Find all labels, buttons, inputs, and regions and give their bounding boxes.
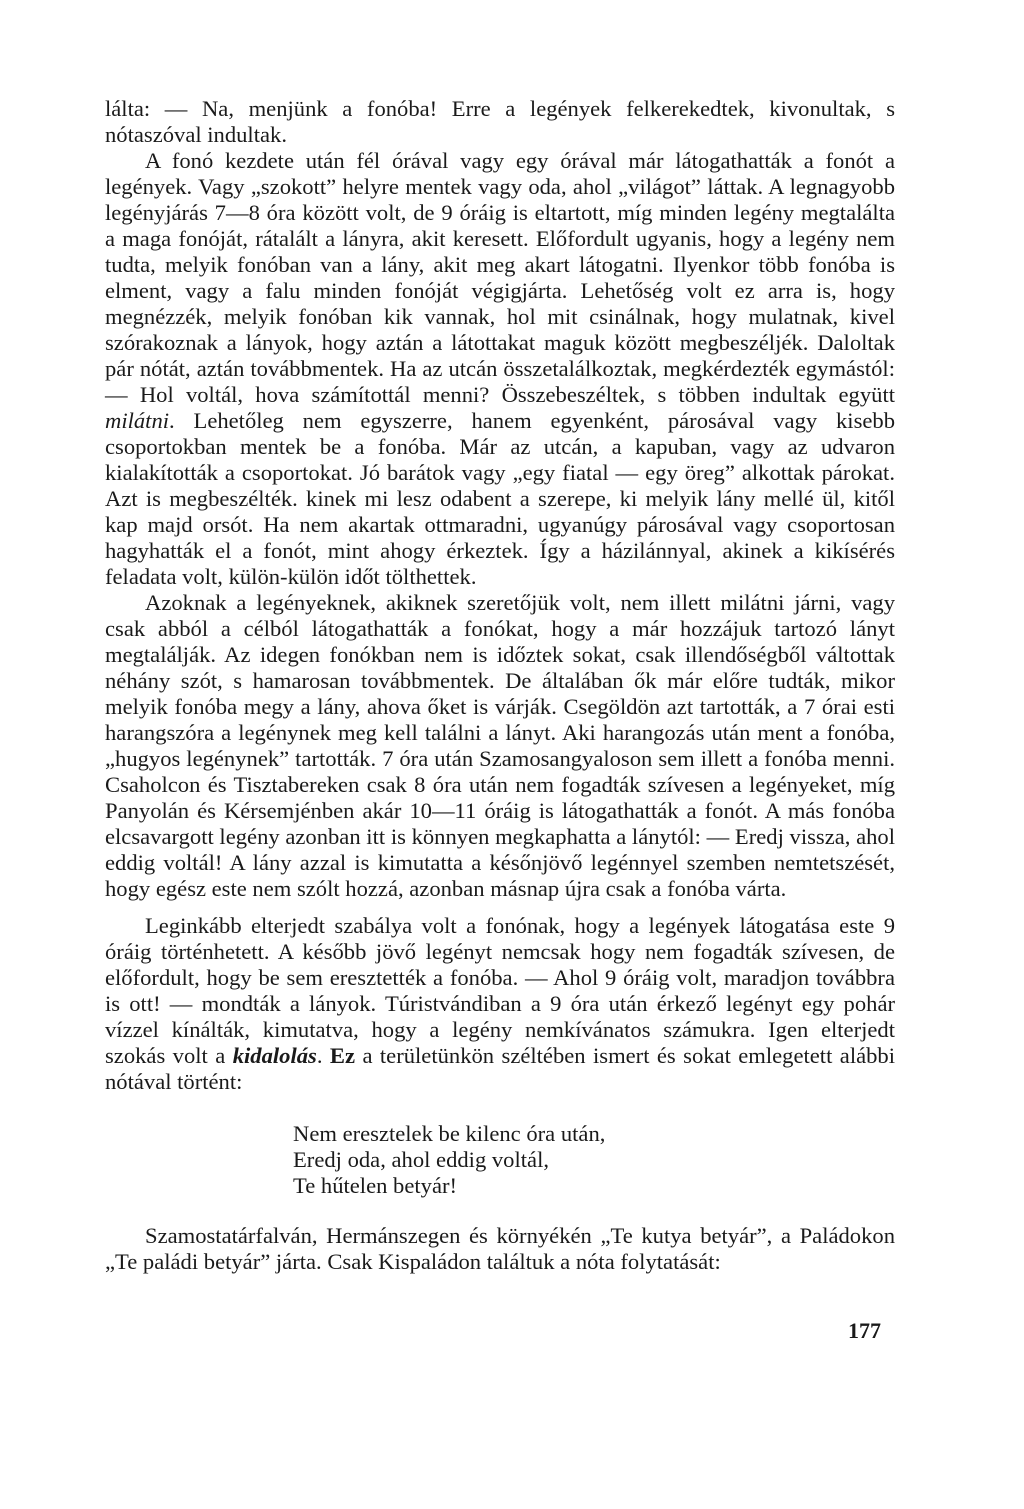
emphasized-term: milátni — [105, 408, 170, 433]
paragraph-text: Azoknak a legényeknek, akiknek szeretőjük volt, nem illett milátni járni, vagy csak abból a célból látogathatták a fonókat, hogy a már hozzájuk tartozó lányt megtalálják. Az idegen fonókban nem is időztek sokat, csak illendőségből váltottak néhány szót, s hamarosan továbbmentek. De általában ők már előre tudták, mikor melyik fonóba megy a lány, ahova őket is várják. Csegöldön azt tartották, a 7 órai esti harangszóra a legénynek meg kell találni a lányt. Aki harangozás után ment a fonóba, „hugyos legénynek” tartották. 7 óra után Szamosangyaloson sem illett a fonóba menni. Csaholcon és Tisztabereken csak 8 óra után nem fogadták szívesen a legényeket, míg Panyolán és Kérsemjénben akár 10—11 óráig is látogathatták a fonót. A más fonóba elcsavargott legény azonban itt is könnyen megkaphatta a lánytól: — Eredj vissza, ahol eddig voltál! A lány azzal is kimutatta a későnjövő legénnyel szemben nemtetszését, hogy egész este nem szólt hozzá, azonban másnap újra csak a fonóba várta. — [105, 590, 895, 901]
verse-line: Nem eresztelek be kilenc óra után, — [293, 1121, 606, 1146]
verse-line: Eredj oda, ahol eddig voltál, — [293, 1147, 549, 1172]
paragraph-text: Leginkább elterjedt szabálya volt a fonónak, hogy a legények látogatása este 9 óráig történhetett. A később jövő legényt nemcsak hogy nem fogadták szívesen, de előfordult, hogy be sem eresztették a fonóba. — Ahol 9 óráig volt, maradjon továbbra is ott! — mondták a lányok. Túristvándiban a 9 óra után érkező legényt egy pohár vízzel kínálták, kimutatva, hogy a legény nemkívánatos számukra. Igen elterjedt szokás volt a — [105, 913, 895, 1068]
song-verse — [293, 1121, 895, 1199]
book-page — [105, 96, 895, 1275]
paragraph-text: Szamostatárfalván, Hermánszegen és környékén „Te kutya betyár”, a Paládokon „Te paládi betyár” járta. Csak Kispaládon találtuk a nóta folytatását: — [105, 1223, 895, 1274]
paragraph-text: A fonó kezdete után fél órával vagy egy órával már látogathatták a fonót a legények. Vagy „szokott” helyre mentek vagy oda, ahol „világot” láttak. A legnagyobb legényjárás 7—8 óra között volt, de 9 óráig is eltartott, míg minden legény megtalálta a maga fonóját, rátalált a lányra, akit keresett. Előfordult ugyanis, hogy a legény nem tudta, melyik fonóban van a lány, akit meg akart látogatni. Ilyenkor több fonóba is elment, vagy a falu minden fonóját végigjárta. Lehetőség volt ez arra is, hogy megnézzék, melyik fonóban kik vannak, hol mit csinálnak, hogy mulatnak, kivel szórakoznak a lányok, hogy aztán a látottakat maguk között megbeszéljék. Daloltak pár nótát, aztán továbbmentek. Ha az utcán összetalálkoztak, megkérdezték egymástól: — Hol voltál, hova számítottál menni? Összebeszéltek, s többen indultak együtt — [105, 148, 895, 407]
paragraph-closing — [105, 1223, 895, 1275]
paragraph-sweethearts — [105, 590, 895, 902]
emphasized-term: kidalolás — [232, 1043, 317, 1068]
paragraph-text: a területünkön széltében ismert és sokat emlegetett alábbi nótával történt: — [105, 1043, 895, 1094]
page-number: 177 — [848, 1318, 881, 1343]
verse-line: Te hűtelen betyár! — [293, 1173, 458, 1198]
paragraph-text: lálta: — Na, menjünk a fonóba! Erre a legények felkerekedtek, kivonultak, s nótaszóval indultak. — [105, 96, 895, 147]
bold-text: Ez — [329, 1043, 356, 1068]
paragraph-text: . Lehetőleg nem egyszerre, hanem egyenként, párosával vagy kisebb csoportokban mentek be a fonóba. Már az utcán, a kapuban, vagy az udvaron kialakították a csoportokat. Jó barátok vagy „egy fiatal — egy öreg” alkottak párokat. Azt is megbeszélték. kinek mi lesz odabent a szerepe, ki melyik lány mellé ül, kitől kap majd orsót. Ha nem akartak ottmaradni, ugyanúgy párosával vagy csoportosan hagyhatták el a fonót, mint ahogy érkeztek. Így a házilánnyal, akinek a kikísérés feladata volt, külön-külön időt tölthettek. — [105, 408, 895, 589]
paragraph-visiting-hours — [105, 148, 895, 590]
paragraph-rules — [105, 913, 895, 1095]
paragraph-opening — [105, 96, 895, 148]
paragraph-text: . — [316, 1043, 323, 1068]
